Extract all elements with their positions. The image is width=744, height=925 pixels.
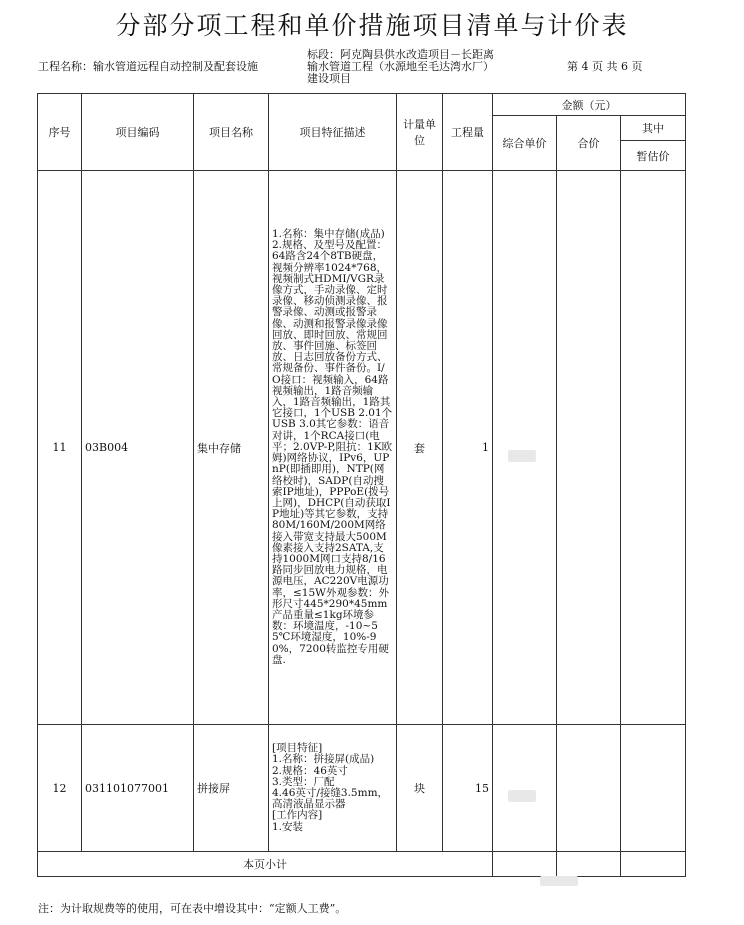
subtotal-label: 本页小计 xyxy=(38,852,493,877)
row-code: 031101077001 xyxy=(82,725,194,852)
subtotal-unit-price xyxy=(493,852,557,877)
row-unit-price xyxy=(493,171,557,725)
header-of-which: 其中 xyxy=(621,116,686,141)
row-provisional xyxy=(621,171,686,725)
footnote: 注：为计取规费等的使用，可在表中增设其中：“定额人工费”。 xyxy=(38,902,347,915)
header-seq: 序号 xyxy=(38,94,82,171)
project-name: 工程名称：输水管道远程自动控制及配套设施 xyxy=(38,60,258,73)
header-provisional: 暂估价 xyxy=(621,141,686,171)
header-amount: 金额（元） xyxy=(493,94,686,116)
section-line: 输水管道工程（水源地至毛达湾水厂） xyxy=(307,60,494,73)
subtotal-row xyxy=(38,852,686,877)
header-code: 项目编码 xyxy=(82,94,194,171)
subtotal-total xyxy=(557,852,621,877)
row-provisional xyxy=(621,725,686,852)
section-line: 标段：阿克陶县供水改造项目－长距离 xyxy=(307,48,494,61)
subtotal-provisional xyxy=(621,852,686,877)
section-line: 建设项目 xyxy=(307,72,351,85)
row-total xyxy=(557,171,621,725)
row-unit-price xyxy=(493,725,557,852)
page-info: 第 4 页 共 6 页 xyxy=(567,60,643,73)
row-desc: 1.名称：集中存储(成品) 2.规格、及型号及配置：64路含24个8TB硬盘，视频分辨率1024*768，视频制式HDMI/VGR录像方式，手动录像、定时录像、移动侦测录像、报警录像、动测或报警录像、动测和报警录像录像回放、即时回放、常规回放、事件回施、标签回放、日志回放备份方式、常规备份、事件备份。I/O接口：视频输入，64路视频输出，1路音频输入，1路音频输出，1路其它接口，1个USB 2.01个USB 3.0其它参数：语音对讲，1个RCA接口(电平；2.0VP-P,阻抗：1K欧姆)网络协议，IPv6，UPnP(即插即用)，NTP(网络校时)，SADP(自动搜索IP地址)，PPPoE(拨号上网)，DHCP(自动获取IP地址)等其它参数，支持80M/160M/200M网络接入带宽支持最大500M像素接入支持2SATA,支持1000M网口支持8/16路同步回放电力规格，电源电压，AC220V电源功率，≤15W外观参数：外形尺寸445*290*45mm产品重量≤1kg环境参数：环境温度，-10~55℃环境湿度，10%-90%，7200转监控专用硬盘. xyxy=(269,171,397,725)
section-label xyxy=(307,49,527,85)
header-unit: 计量单位 xyxy=(397,94,443,171)
row-desc: [项目特征] 1.名称：拼接屏(成品) 2.规格：46英寸 3.类型：厂配 4.46英寸/接缝3.5mm，高清液晶显示器 [工作内容] 1.安装 xyxy=(269,725,397,852)
row-name: 集中存储 xyxy=(194,171,269,725)
row-unit: 块 xyxy=(397,725,443,852)
row-code: 03B004 xyxy=(82,171,194,725)
header-qty: 工程量 xyxy=(443,94,493,171)
row-seq: 12 xyxy=(38,725,82,852)
header-unit-price: 综合单价 xyxy=(493,116,557,171)
header-desc: 项目特征描述 xyxy=(269,94,397,171)
page-title: 分部分项工程和单价措施项目清单与计价表 xyxy=(115,11,629,40)
header-row xyxy=(38,94,686,116)
row-total xyxy=(557,725,621,852)
redaction-mark xyxy=(540,876,578,886)
row-name: 拼接屏 xyxy=(194,725,269,852)
header-name: 项目名称 xyxy=(194,94,269,171)
row-qty: 15 xyxy=(443,725,493,852)
redaction-mark xyxy=(508,790,536,802)
pricing-table xyxy=(37,93,686,877)
redaction-mark xyxy=(508,450,536,462)
row-unit: 套 xyxy=(397,171,443,725)
table-row xyxy=(38,171,686,725)
row-qty: 1 xyxy=(443,171,493,725)
header-total: 合价 xyxy=(557,116,621,171)
table-row xyxy=(38,725,686,852)
row-seq: 11 xyxy=(38,171,82,725)
